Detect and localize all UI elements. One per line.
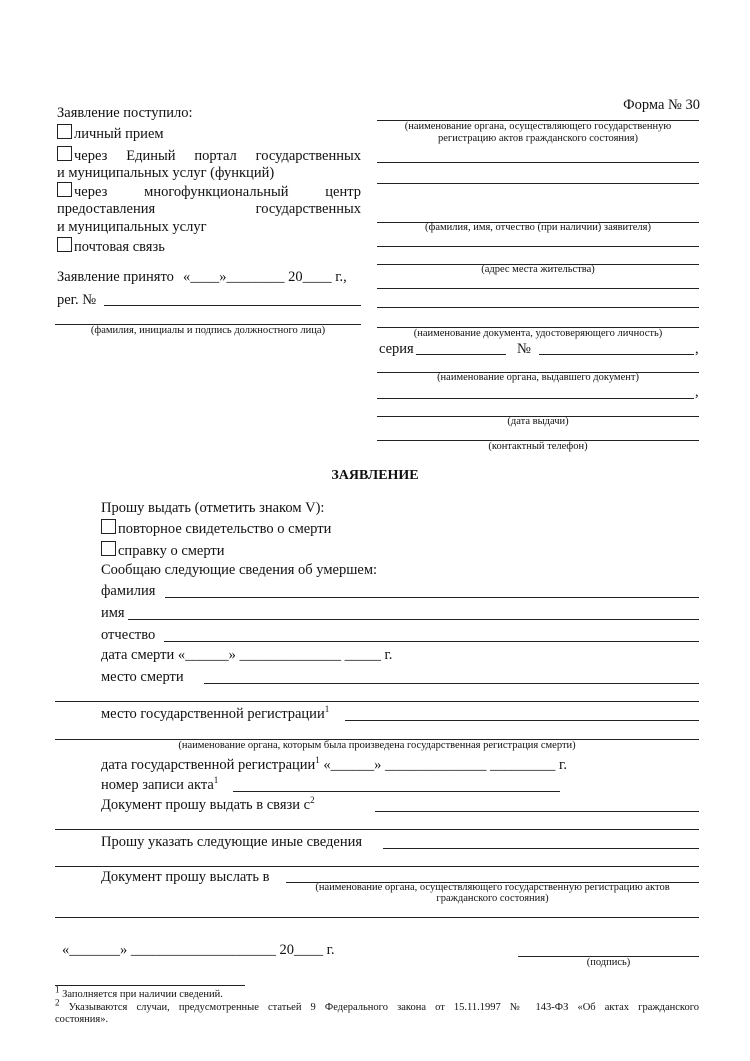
name-field[interactable] — [128, 619, 699, 620]
signature-caption: (подпись) — [586, 957, 631, 968]
id-doc-caption: (наименование документа, удостоверяющего личность) — [413, 328, 663, 339]
death-place-field[interactable] — [204, 683, 699, 684]
footnote-1-text: Заполняется при наличии сведений. — [62, 989, 223, 1000]
checkbox-death-certificate[interactable] — [101, 541, 116, 556]
received-mfc-text: через многофункциональный центр — [74, 184, 361, 200]
request-label: Прошу выдать (отметить знаком V): — [101, 500, 325, 516]
footnote-ref-1: 1 — [315, 755, 320, 766]
issuer-field-2[interactable] — [377, 398, 694, 399]
received-title: Заявление поступило: — [57, 105, 193, 121]
received-portal-line1 — [57, 146, 361, 165]
received-mfc-line2: предоставления государственных — [57, 201, 361, 217]
patronymic-field[interactable] — [164, 641, 699, 642]
footnote-2-line1 — [55, 997, 699, 1014]
footnote-ref-1: 1 — [213, 775, 219, 786]
received-post-label: почтовая связь — [74, 239, 165, 255]
death-place-label: место смерти — [101, 669, 184, 685]
reg-number-field[interactable] — [104, 305, 361, 306]
received-portal-line2: и муниципальных услуг (функций) — [57, 165, 275, 181]
issue-reason-label — [101, 796, 315, 814]
footnote-ref-1: 1 — [324, 704, 330, 715]
phone-caption: (контактный телефон) — [488, 441, 588, 452]
received-post — [57, 237, 165, 256]
issue-reason-field[interactable] — [375, 811, 699, 812]
issue-date-caption: (дата выдачи) — [507, 416, 569, 427]
page-title: ЗАЯВЛЕНИЕ — [331, 468, 419, 483]
received-mfc-line1 — [57, 182, 361, 201]
reg-date-field[interactable]: «______» ______________ _________ г. — [323, 757, 567, 773]
issue-reason-field-2[interactable] — [55, 829, 699, 830]
footnote-2-mark: 2 — [55, 997, 60, 1008]
send-caption-2: гражданского состояния) — [436, 893, 549, 904]
issuer-caption: (наименование органа, выдавшего документ) — [437, 372, 639, 383]
death-place-field-2[interactable] — [55, 701, 699, 702]
series-label: серия — [379, 341, 414, 357]
record-number-field[interactable] — [233, 791, 560, 792]
checkbox-personal[interactable] — [57, 124, 72, 139]
number-label: № — [517, 341, 531, 357]
id-doc-field-1[interactable] — [377, 288, 699, 289]
form-number: Форма № 30 — [623, 97, 700, 113]
other-info-label: Прошу указать следующие иные сведения — [101, 834, 363, 850]
accepted-label: Заявление принято — [57, 269, 174, 285]
footnote-ref-2: 2 — [310, 795, 315, 806]
other-info-field[interactable] — [383, 848, 699, 849]
received-personal — [57, 124, 164, 143]
received-mfc-line3: и муниципальных услуг — [57, 219, 207, 235]
number-field[interactable] — [539, 354, 694, 355]
other-info-field-2[interactable] — [55, 866, 699, 867]
footnote-divider — [55, 985, 245, 986]
reg-place-label — [101, 705, 329, 723]
received-portal-text: через Единый портал государственных — [74, 148, 361, 164]
info-intro: Сообщаю следующие сведения об умершем: — [101, 562, 378, 578]
series-field[interactable] — [416, 354, 506, 355]
send-to-label: Документ прошу выслать в — [101, 869, 270, 885]
option-repeat-label: повторное свидетельство о смерти — [118, 521, 332, 537]
record-number-text: номер записи акта — [101, 777, 214, 793]
issuer-comma: , — [695, 384, 699, 400]
series-comma: , — [695, 341, 699, 357]
footnote-1-mark: 1 — [55, 984, 60, 995]
checkbox-portal[interactable] — [57, 146, 72, 161]
checkbox-repeat-certificate[interactable] — [101, 519, 116, 534]
applicant-field-2[interactable] — [377, 183, 699, 184]
applicant-field-1[interactable] — [377, 162, 699, 163]
checkbox-mfc[interactable] — [57, 182, 72, 197]
option-repeat — [101, 519, 331, 538]
footnote-2-line2: состояния». — [55, 1014, 109, 1025]
address-caption: (адрес места жительства) — [481, 264, 595, 275]
reg-date-text: дата государственной регистрации — [101, 757, 316, 773]
accepted-date[interactable]: «____»________ 20____ г., — [183, 269, 347, 285]
death-date[interactable]: дата смерти «______» ______________ _____ г. — [101, 647, 393, 663]
send-to-field-2[interactable] — [55, 917, 699, 918]
official-caption: (фамилия, инициалы и подпись должностного лица) — [90, 325, 326, 336]
received-personal-label: личный прием — [74, 126, 164, 142]
surname-field[interactable] — [165, 597, 699, 598]
record-number-label — [101, 776, 218, 794]
checkbox-post[interactable] — [57, 237, 72, 252]
send-caption-1: (наименование органа, осуществляющего государственную регистрацию актов — [315, 882, 670, 893]
reg-number-label: рег. № — [57, 292, 97, 308]
option-certificate-label: справку о смерти — [118, 543, 225, 559]
organ-caption-2: регистрацию актов гражданского состояния) — [438, 133, 638, 144]
reg-place-text: место государственной регистрации — [101, 706, 325, 722]
reg-date-label — [101, 756, 567, 774]
address-field-1[interactable] — [377, 246, 699, 247]
name-label: имя — [101, 605, 125, 621]
footnote-2-text: Указываются случаи, предусмотренные статьей 9 Федерального закона от 15.11.1997 № 143-ФЗ «Об актах гражданского — [68, 1002, 699, 1013]
sign-date[interactable]: «_______» ____________________ 20____ г. — [62, 942, 335, 958]
reg-place-field[interactable] — [345, 720, 699, 721]
footnote-1 — [55, 984, 223, 1001]
id-doc-field-2[interactable] — [377, 307, 699, 308]
reg-organ-caption: (наименование органа, которым была произведена государственная регистрация смерти) — [178, 740, 576, 751]
surname-label: фамилия — [101, 583, 156, 599]
issue-reason-text: Документ прошу выдать в связи с — [101, 797, 311, 813]
organ-caption-1: (наименование органа, осуществляющего государственную — [404, 121, 672, 132]
option-certificate — [101, 541, 225, 560]
patronymic-label: отчество — [101, 627, 156, 643]
applicant-caption: (фамилия, имя, отчество (при наличии) заявителя) — [425, 222, 651, 233]
